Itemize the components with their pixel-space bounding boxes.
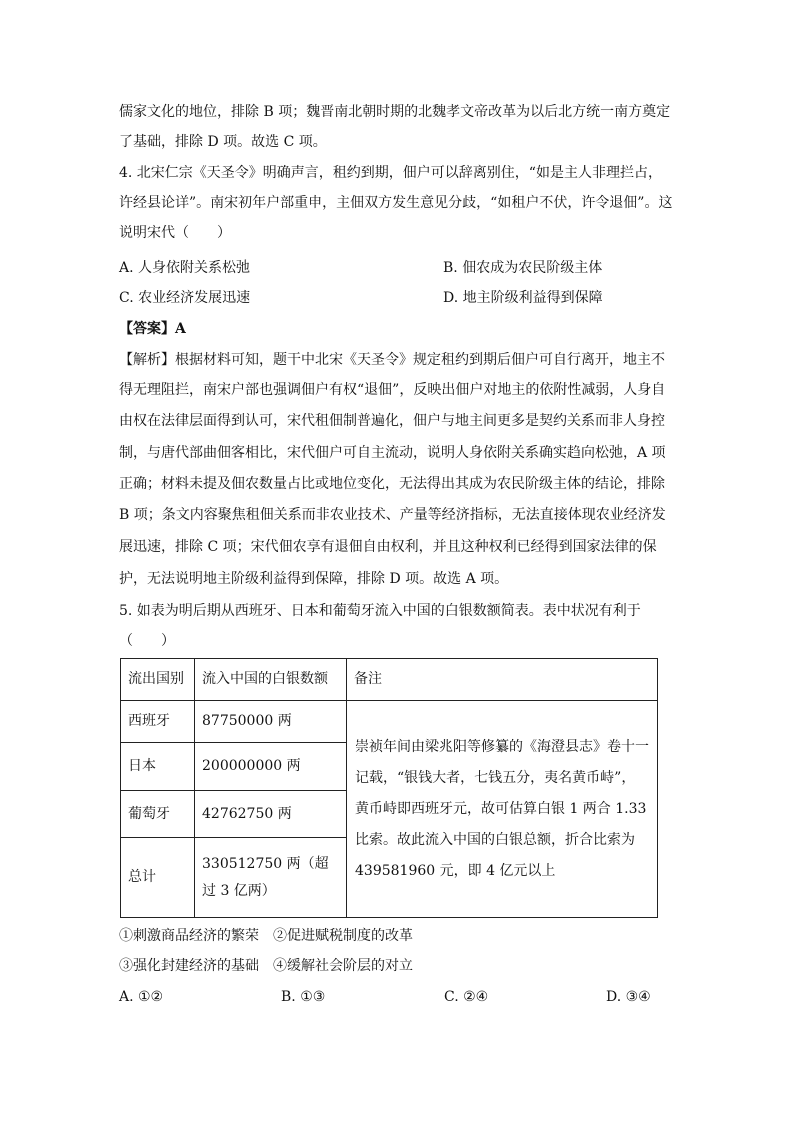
question-4-stem: 说明宋代（ ） — [119, 225, 231, 241]
q5-option-a: A. ①② — [119, 989, 164, 1005]
country-cell: 葡萄牙 — [121, 791, 195, 838]
table-header-cell: 备注 — [347, 659, 658, 701]
q4-analysis-line: 【解析】根据材料可知，题干中北宋《天圣令》规定租约到期后佃户可自行离开，地主不 — [119, 352, 665, 368]
amount-cell: 330512750 两（超过 3 亿两） — [195, 838, 347, 918]
q4-answer: 【答案】A — [119, 321, 186, 337]
q5-option-c: C. ②④ — [444, 989, 489, 1005]
q4-analysis-line: 护，无法说明地主阶级利益得到保障，排除 D 项。故选 A 项。 — [119, 571, 509, 587]
text-line: 了基础，排除 D 项。故选 C 项。 — [119, 134, 327, 150]
question-4-stem: 许经县论详”。南宋初年户部重申，主佃双方发生意见分歧，“如租户不伏，许令退佃”。这 — [119, 195, 673, 211]
amount-cell: 42762750 两 — [195, 791, 347, 838]
q4-analysis-line: 制，与唐代部曲佃客相比，宋代佃户可自主流动，说明人身依附关系确实趋向松弛，A 项 — [119, 445, 666, 461]
q4-option-d: D. 地主阶级利益得到保障 — [443, 290, 603, 306]
question-5-stem: （ ） — [119, 633, 175, 649]
q5-option-d: D. ③④ — [606, 989, 651, 1005]
country-cell: 总计 — [121, 838, 195, 918]
q4-analysis-line: 展迅速，排除 C 项；宋代佃农享有退佃自由权利，并且这种权利已经得到国家法律的保 — [119, 539, 657, 555]
q4-analysis-line: 得无理阻拦，南宋户部也强调佃户有权“退佃”，反映出佃户对地主的依附性减弱，人身自 — [119, 382, 666, 398]
question-4-stem: 4. 北宋仁宗《天圣令》明确声言，租约到期，佃户可以辞离别住，“如是主人非理拦占， — [119, 165, 662, 181]
silver-inflow-table — [120, 658, 658, 918]
q4-analysis-line: B 项；条文内容聚焦租佃关系而非农业技术、产量等经济指标，无法直接体现农业经济发 — [119, 507, 666, 523]
note-cell: 崇祯年间由梁兆阳等修纂的《海澄县志》卷十一记载，“银钱大者，七钱五分，夷名黄币峙”，黄币峙即西班牙元，故可估算白银 1 两合 1.33 比索。故此流入中国的白银总额，折合比索为 439581960 元，即 4 亿元以上 — [347, 701, 658, 918]
q5-option-b: B. ①③ — [281, 989, 326, 1005]
q5-statement-line: ③强化封建经济的基础 ④缓解社会阶层的对立 — [119, 958, 413, 974]
amount-cell: 200000000 两 — [195, 743, 347, 791]
question-5-stem: 5. 如表为明后期从西班牙、日本和葡萄牙流入中国的白银数额简表。表中状况有利于 — [119, 603, 641, 619]
q5-statement-line: ①刺激商品经济的繁荣 ②促进赋税制度的改革 — [119, 928, 413, 944]
country-cell: 日本 — [121, 743, 195, 791]
amount-cell: 87750000 两 — [195, 701, 347, 743]
table-header-cell: 流入中国的白银数额 — [195, 659, 347, 701]
q4-analysis-line: 正确；材料未提及佃农数量占比或地位变化，无法得出其成为农民阶级主体的结论，排除 — [119, 476, 665, 492]
table-row — [121, 701, 658, 743]
q4-option-a: A. 人身依附关系松弛 — [119, 260, 251, 276]
table-header-row — [121, 659, 658, 701]
q4-option-c: C. 农业经济发展迅速 — [119, 290, 251, 306]
q4-analysis-line: 由权在法律层面得到认可，宋代租佃制普遍化，佃户与地主间更多是契约关系而非人身控 — [119, 413, 665, 429]
q4-option-b: B. 佃农成为农民阶级主体 — [443, 260, 603, 276]
text-line: 儒家文化的地位，排除 B 项；魏晋南北朝时期的北魏孝文帝改革为以后北方统一南方奠定 — [119, 104, 671, 120]
table-header-cell: 流出国别 — [121, 659, 195, 701]
country-cell: 西班牙 — [121, 701, 195, 743]
